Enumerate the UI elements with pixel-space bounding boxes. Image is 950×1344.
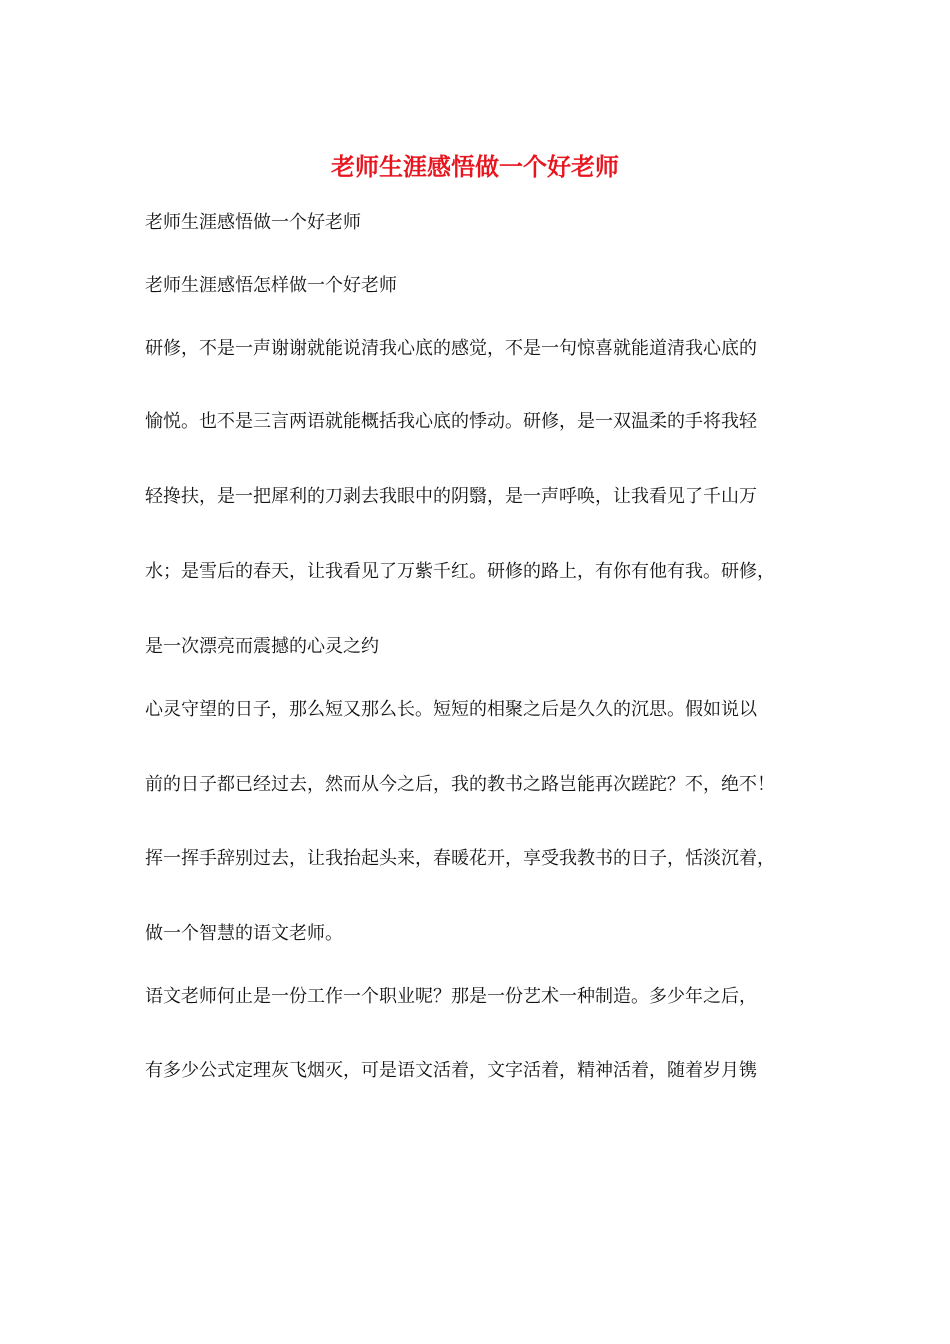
body-text-line: 挥一挥手辞别过去，让我抬起头来，春暖花开，享受我教书的日子，恬淡沉着， [145, 848, 775, 869]
document-title: 老师生涯感悟做一个好老师 [331, 152, 619, 181]
body-text-line: 轻搀扶，是一把犀利的刀剥去我眼中的阴翳，是一声呼唤，让我看见了千山万 [145, 486, 757, 507]
body-text-line: 是一次漂亮而震撼的心灵之约 [145, 636, 379, 657]
subtitle-line: 老师生涯感悟怎样做一个好老师 [145, 275, 397, 296]
body-text-line: 愉悦。也不是三言两语就能概括我心底的悸动。研修，是一双温柔的手将我轻 [145, 411, 757, 432]
body-text-line: 有多少公式定理灰飞烟灭，可是语文活着，文字活着，精神活着，随着岁月镌 [145, 1060, 757, 1081]
body-text-line: 心灵守望的日子，那么短又那么长。短短的相聚之后是久久的沉思。假如说以 [145, 699, 757, 720]
subtitle-line: 老师生涯感悟做一个好老师 [145, 212, 361, 233]
body-text-line: 前的日子都已经过去，然而从今之后，我的教书之路岂能再次蹉跎？不，绝不！ [145, 774, 775, 795]
body-text-line: 做一个智慧的语文老师。 [145, 923, 343, 944]
body-text-line: 研修，不是一声谢谢就能说清我心底的感觉，不是一句惊喜就能道清我心底的 [145, 338, 757, 359]
body-text-line: 水；是雪后的春天，让我看见了万紫千红。研修的路上，有你有他有我。研修， [145, 561, 775, 582]
body-text-line: 语文老师何止是一份工作一个职业呢？那是一份艺术一种制造。多少年之后， [145, 986, 757, 1007]
